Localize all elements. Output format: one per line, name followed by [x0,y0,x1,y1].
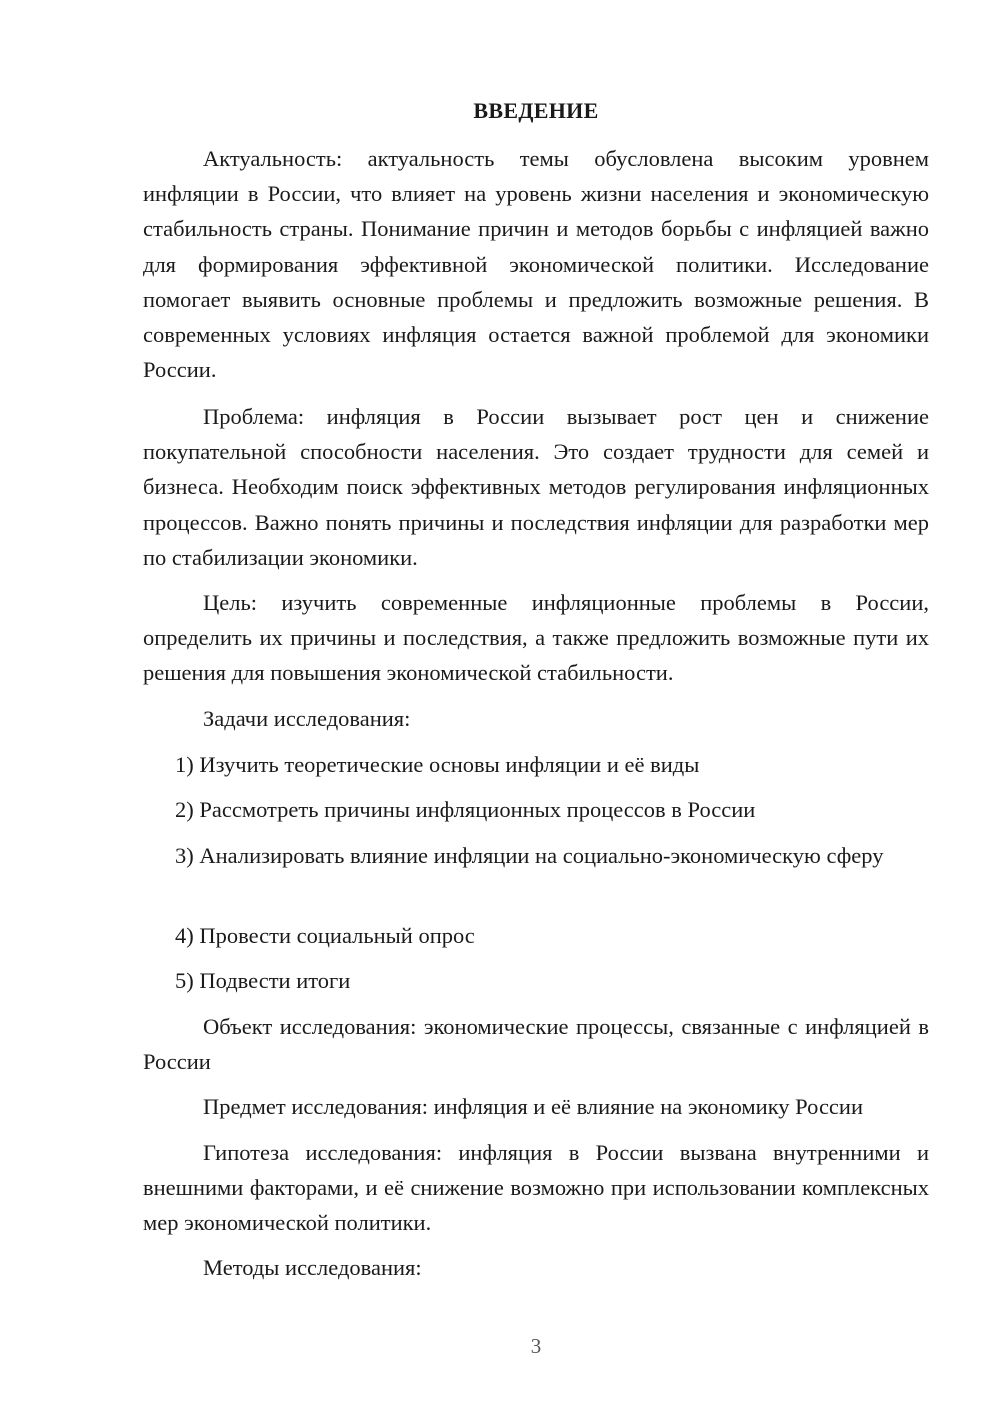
paragraph-goal: Цель: изучить современные инфляционные проблемы в России, определить их причины и последствия, а также предложить возможные пути их решения для повышения экономической стабильности. [143,590,929,686]
paragraph-problem: Проблема: инфляция в России вызывает рост цен и снижение покупательной способности населения. Это создает трудности для семей и бизнеса. Необходим поиск эффективных методов регулирования инфляционных процессов. Важно понять причины и последствия инфляции для разработки мер по стабилизации экономики. [143,404,929,570]
task-item-4: 4) Провести социальный опрос [175,923,475,948]
task-item-1: 1) Изучить теоретические основы инфляции и её виды [175,752,700,777]
page-number: 3 [530,1334,542,1358]
task-item-3: 3) Анализировать влияние инфляции на социально-экономическую сферу [175,843,884,868]
paragraph-relevance: Актуальность: актуальность темы обусловлена высоким уровнем инфляции в России, что влияет на уровень жизни населения и экономическую стабильность страны. Понимание причин и методов борьбы с инфляцией важно для формирования эффективной экономической политики. Исследование помогает выявить основные проблемы и предложить возможные решения. В современных условиях инфляция остается важной проблемой для экономики России. [143,146,929,383]
section-title: ВВЕДЕНИЕ [473,98,599,123]
paragraph-object: Объект исследования: экономические процессы, связанные с инфляцией в России [143,1014,929,1075]
paragraph-hypothesis: Гипотеза исследования: инфляция в России вызвана внутренними и внешними факторами, и её снижение возможно при использовании комплексных мер экономической политики. [143,1140,929,1236]
paragraph-subject: Предмет исследования: инфляция и её влияние на экономику России [203,1094,864,1119]
task-item-2: 2) Рассмотреть причины инфляционных процессов в России [175,797,756,822]
paragraph-methods: Методы исследования: [203,1255,422,1280]
task-item-5: 5) Подвести итоги [175,968,351,993]
paragraph-tasks-heading: Задачи исследования: [203,706,411,731]
